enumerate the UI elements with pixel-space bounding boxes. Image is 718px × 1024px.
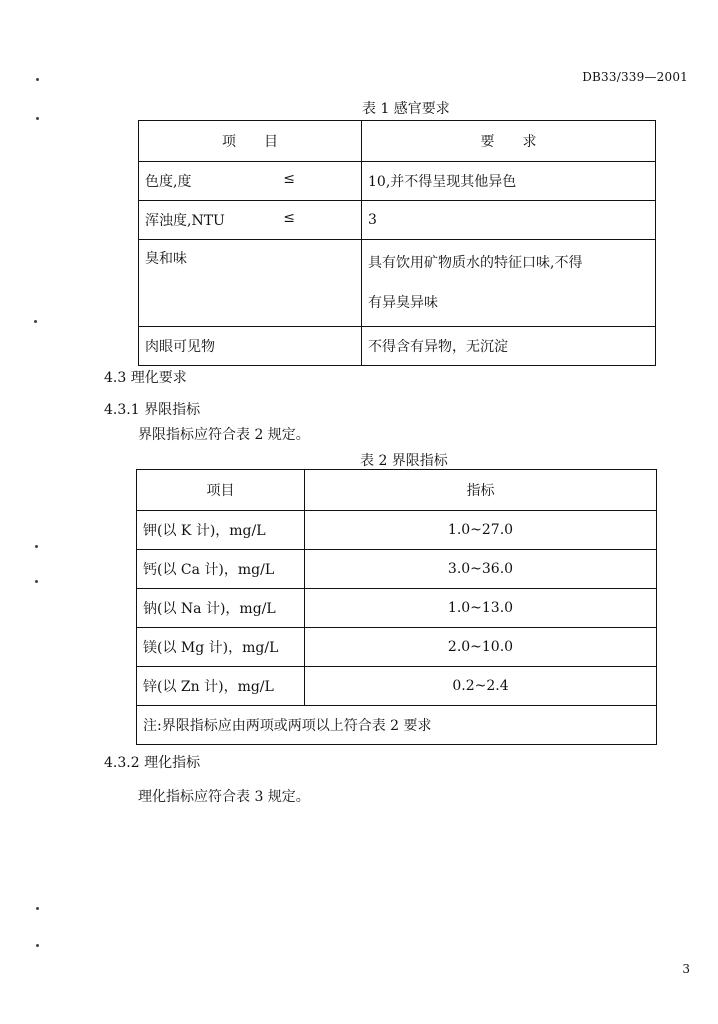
row-item: 锌(以 Zn 计)，mg/L: [137, 667, 305, 706]
row-item: 钙(以 Ca 计)，mg/L: [137, 550, 305, 589]
scan-speck: [34, 320, 37, 323]
row-requirement: 3: [362, 201, 656, 240]
document-code: DB33/339—2001: [582, 70, 688, 84]
section-heading-4-3: 4.3 理化要求: [104, 370, 187, 386]
row-requirement: 10,并不得呈现其他异色: [362, 162, 656, 201]
sensory-requirements-table: [138, 120, 656, 366]
column-header-item: 项 目: [139, 121, 362, 162]
column-header-indicator: 指标: [305, 470, 657, 511]
table-row: [139, 162, 656, 201]
row-item: 肉眼可见物: [139, 327, 362, 366]
limit-indicators-table: [136, 469, 657, 745]
scan-speck: [35, 545, 38, 548]
table2-caption: 表 2 界限指标: [360, 453, 448, 469]
scan-speck: [35, 580, 38, 583]
row-sign: ≤: [283, 210, 295, 226]
row-value: 2.0~10.0: [305, 628, 657, 667]
section-heading-4-3-2: 4.3.2 理化指标: [104, 755, 201, 771]
table-row: [137, 550, 657, 589]
table-row: [137, 589, 657, 628]
row-value: 0.2~2.4: [305, 667, 657, 706]
row-item: 浑浊度,NTU: [145, 213, 225, 229]
table-header-row: [139, 121, 656, 162]
row-item: 臭和味: [139, 240, 362, 327]
scan-speck: [36, 117, 39, 120]
section-text-4-3-2: 理化指标应符合表 3 规定。: [138, 789, 310, 805]
row-requirement-line: 有异臭异味: [368, 295, 438, 311]
table-row: [137, 667, 657, 706]
table-note-row: [137, 706, 657, 745]
scan-speck: [36, 78, 39, 81]
column-header-requirement: 要 求: [362, 121, 656, 162]
section-text-4-3-1: 界限指标应符合表 2 规定。: [138, 427, 310, 443]
row-item: 色度,度: [145, 174, 192, 190]
row-value: 3.0~36.0: [305, 550, 657, 589]
column-header-item: 项目: [137, 470, 305, 511]
row-value: 1.0~13.0: [305, 589, 657, 628]
table-row: [139, 201, 656, 240]
table-row: [137, 511, 657, 550]
row-sign: ≤: [283, 171, 295, 187]
scan-speck: [36, 944, 39, 947]
scan-speck: [36, 907, 39, 910]
page-number: 3: [682, 962, 690, 976]
row-value: 1.0~27.0: [305, 511, 657, 550]
row-item: 镁(以 Mg 计)，mg/L: [137, 628, 305, 667]
table-header-row: [137, 470, 657, 511]
table-row: [139, 240, 656, 327]
row-requirement-line: 具有饮用矿物质水的特征口味,不得: [368, 255, 583, 271]
row-requirement: 不得含有异物，无沉淀: [362, 327, 656, 366]
section-heading-4-3-1: 4.3.1 界限指标: [104, 402, 201, 418]
table-note: 注:界限指标应由两项或两项以上符合表 2 要求: [137, 706, 657, 745]
row-item: 钾(以 K 计)，mg/L: [137, 511, 305, 550]
row-item: 钠(以 Na 计)，mg/L: [137, 589, 305, 628]
table-row: [139, 327, 656, 366]
table1-caption: 表 1 感官要求: [362, 101, 450, 117]
table-row: [137, 628, 657, 667]
